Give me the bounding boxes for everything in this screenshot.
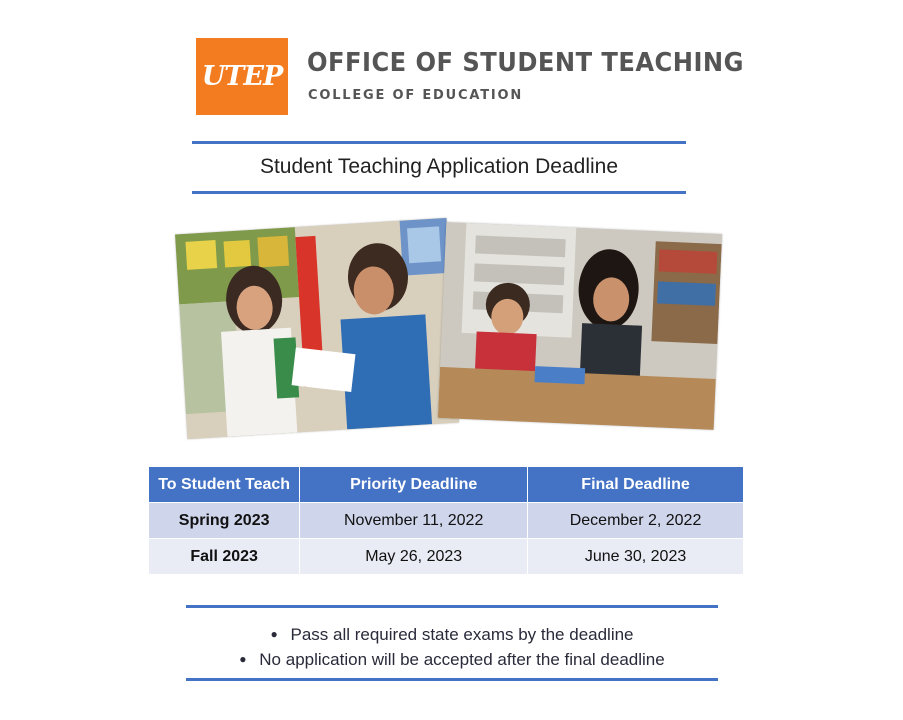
college-subtitle: COLLEGE OF EDUCATION bbox=[308, 88, 524, 103]
deadlines-table bbox=[149, 467, 744, 574]
heading-top-rule bbox=[192, 141, 686, 144]
term-cell: Fall 2023 bbox=[149, 539, 300, 575]
page-title: Student Teaching Application Deadline bbox=[259, 155, 619, 178]
column-header: Priority Deadline bbox=[300, 467, 528, 503]
term-cell: Spring 2023 bbox=[149, 503, 300, 539]
bullet-icon: ● bbox=[239, 652, 247, 666]
note-text: No application will be accepted after the final deadline bbox=[259, 650, 665, 669]
table-row bbox=[149, 503, 744, 539]
table-header-row bbox=[149, 467, 744, 503]
final-deadline-cell: June 30, 2023 bbox=[528, 539, 744, 575]
heading-bottom-rule bbox=[192, 191, 686, 194]
notes-list bbox=[186, 622, 718, 672]
utep-logo bbox=[196, 38, 288, 115]
note-text: Pass all required state exams by the deadline bbox=[290, 625, 634, 644]
notes-bottom-rule bbox=[186, 678, 718, 681]
office-title: OFFICE OF STUDENT TEACHING bbox=[307, 48, 744, 78]
table-row bbox=[149, 539, 744, 575]
priority-deadline-cell: November 11, 2022 bbox=[300, 503, 528, 539]
classroom-photo-left bbox=[175, 218, 459, 439]
priority-deadline-cell: May 26, 2023 bbox=[300, 539, 528, 575]
classroom-photo-right bbox=[438, 222, 722, 430]
list-item bbox=[186, 622, 718, 647]
list-item bbox=[186, 647, 718, 672]
notes-top-rule bbox=[186, 605, 718, 608]
bullet-icon: ● bbox=[270, 627, 278, 641]
final-deadline-cell: December 2, 2022 bbox=[528, 503, 744, 539]
column-header: Final Deadline bbox=[528, 467, 744, 503]
logo-text: UTEP bbox=[201, 61, 283, 92]
column-header: To Student Teach bbox=[149, 467, 300, 503]
